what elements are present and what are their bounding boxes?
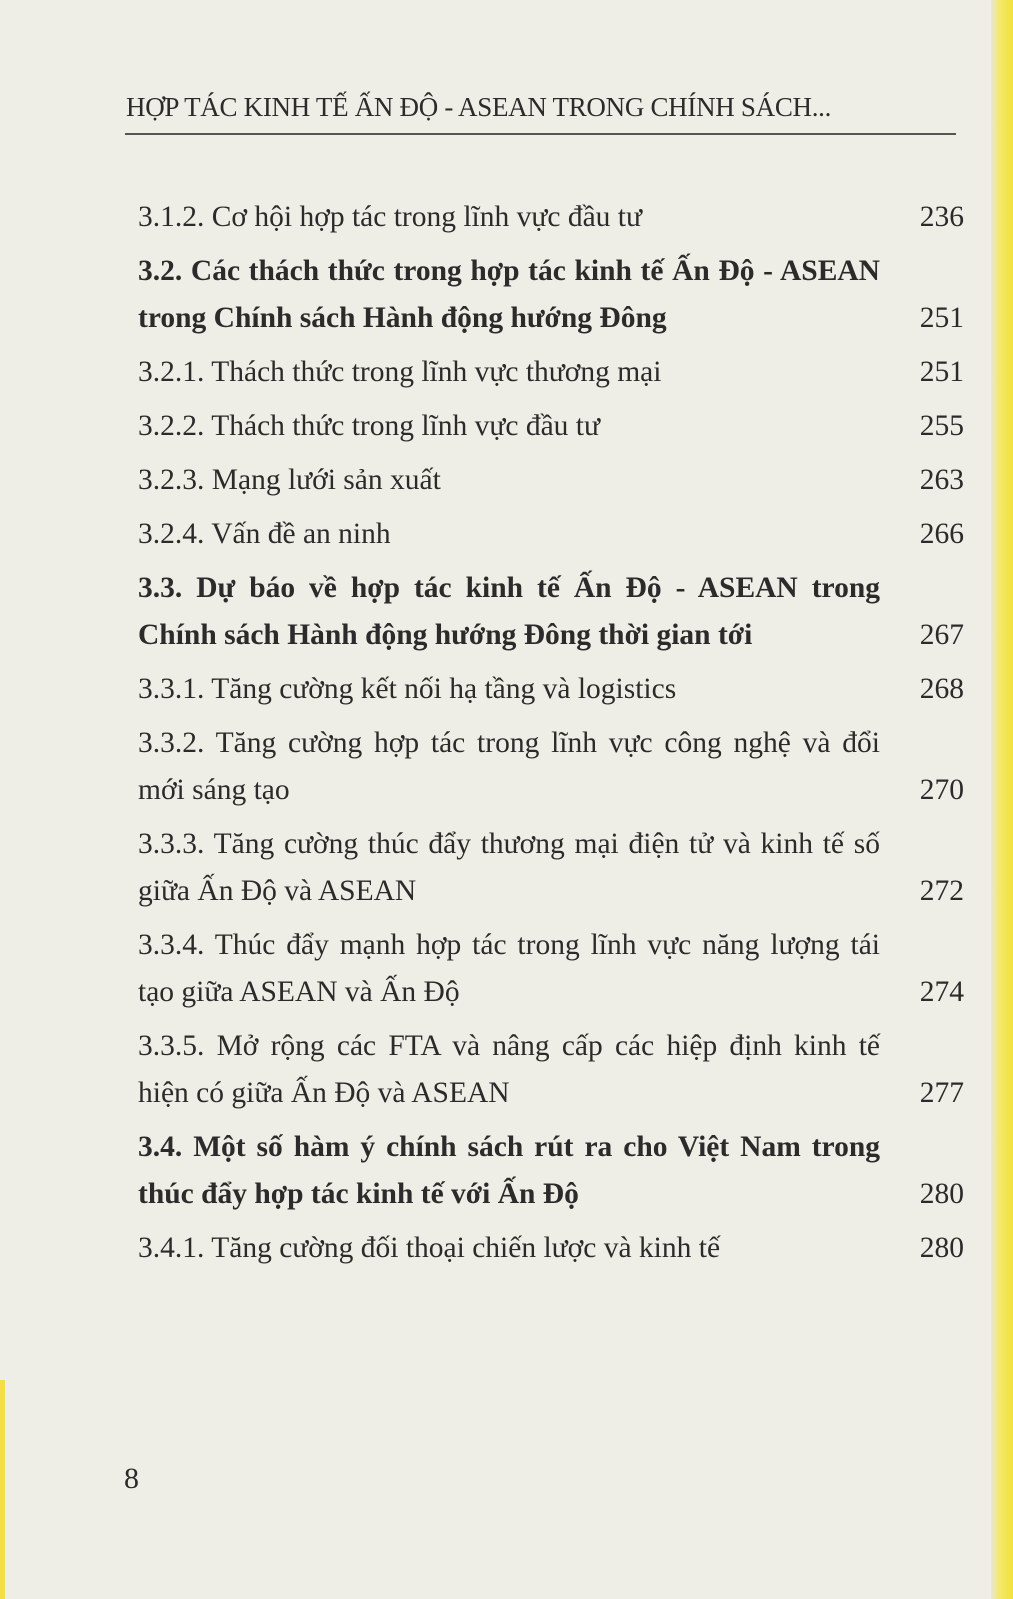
toc-entry-title: 3.2.2. Thách thức trong lĩnh vực đầu tư: [138, 410, 600, 442]
page-number: 8: [124, 1462, 139, 1495]
toc-entry-page: 280: [919, 1178, 964, 1210]
toc-entry-page: 274: [919, 976, 964, 1008]
toc-entry-title: 3.3.4. Thúc đẩy mạnh hợp tác trong lĩnh vực năng lượng tái tạo giữa ASEAN và Ấn Độ: [138, 929, 880, 1008]
toc-entry: [138, 565, 964, 659]
toc-entry: [138, 922, 964, 1016]
toc-entry: [138, 349, 964, 396]
running-header: HỢP TÁC KINH TẾ ẤN ĐỘ - ASEAN TRONG CHÍNH SÁCH...: [126, 92, 832, 122]
table-of-contents: [138, 194, 964, 1279]
toc-entry-title: 3.3.5. Mở rộng các FTA và nâng cấp các hiệp định kinh tế hiện có giữa Ấn Độ và ASEAN: [138, 1030, 880, 1109]
page-edge-left: [0, 1380, 5, 1599]
toc-entry: [138, 403, 964, 450]
toc-entry-page: 251: [919, 356, 964, 388]
toc-entry: [138, 720, 964, 814]
toc-entry-title: 3.4. Một số hàm ý chính sách rút ra cho Việt Nam trong thúc đẩy hợp tác kinh tế với Ấn Độ: [138, 1131, 880, 1210]
toc-entry-page: 263: [919, 464, 964, 496]
page-edge: [991, 0, 1013, 1599]
toc-entry: [138, 511, 964, 558]
toc-entry: [138, 457, 964, 504]
toc-entry-page: 255: [919, 410, 964, 442]
toc-entry-title: 3.3.2. Tăng cường hợp tác trong lĩnh vực công nghệ và đổi mới sáng tạo: [138, 727, 880, 806]
toc-entry-page: 272: [919, 875, 964, 907]
toc-entry-page: 268: [919, 673, 964, 705]
toc-entry: [138, 821, 964, 915]
toc-entry-page: 280: [919, 1232, 964, 1264]
toc-entry: [138, 1124, 964, 1218]
toc-entry-title: 3.1.2. Cơ hội hợp tác trong lĩnh vực đầu tư: [138, 201, 642, 233]
toc-entry: [138, 666, 964, 713]
toc-entry-title: 3.4.1. Tăng cường đối thoại chiến lược và kinh tế: [138, 1232, 721, 1264]
toc-entry-page: 236: [919, 201, 964, 233]
header-rule: [125, 133, 956, 135]
toc-entry-page: 266: [919, 518, 964, 550]
toc-entry-title: 3.2.1. Thách thức trong lĩnh vực thương mại: [138, 356, 662, 388]
toc-entry-title: 3.2.4. Vấn đề an ninh: [138, 518, 391, 550]
toc-entry: [138, 1225, 964, 1272]
toc-entry-page: 251: [919, 302, 964, 334]
toc-entry-title: 3.3. Dự báo về hợp tác kinh tế Ấn Độ - ASEAN trong Chính sách Hành động hướng Đông thời gian tới: [138, 572, 880, 651]
toc-entry-page: 277: [919, 1077, 964, 1109]
toc-entry-title: 3.3.3. Tăng cường thúc đẩy thương mại điện tử và kinh tế số giữa Ấn Độ và ASEAN: [138, 828, 880, 907]
toc-entry: [138, 1023, 964, 1117]
toc-entry-title: 3.3.1. Tăng cường kết nối hạ tầng và logistics: [138, 673, 677, 705]
toc-entry-title: 3.2.3. Mạng lưới sản xuất: [138, 464, 441, 496]
toc-entry-page: 270: [919, 774, 964, 806]
toc-entry-title: 3.2. Các thách thức trong hợp tác kinh tế Ấn Độ - ASEAN trong Chính sách Hành động hướng Đông: [138, 255, 880, 334]
toc-entry: [138, 248, 964, 342]
toc-entry-page: 267: [919, 619, 964, 651]
toc-entry: [138, 194, 964, 241]
